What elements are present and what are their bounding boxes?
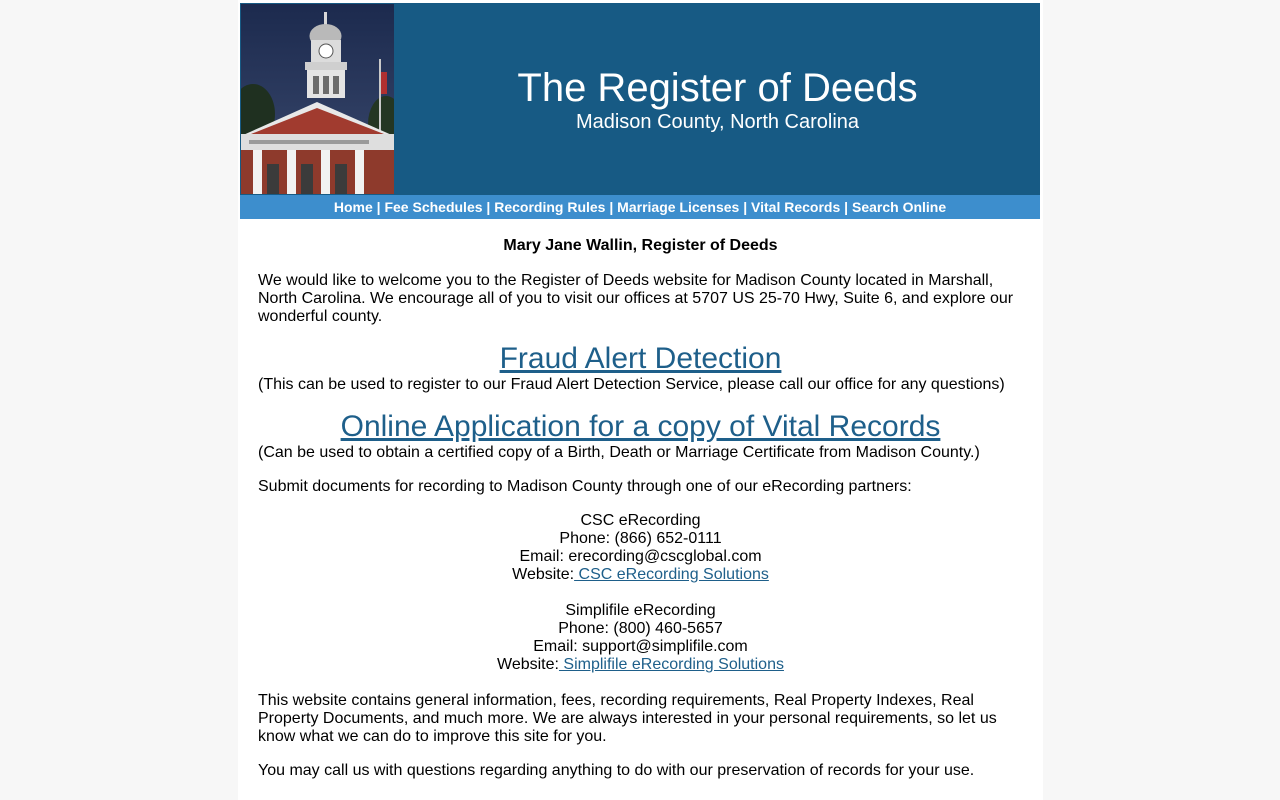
call-us-text: You may call us with questions regarding anything to do with our preservation of records for your use. bbox=[258, 762, 975, 779]
partner-email: Email: erecording@cscglobal.com bbox=[519, 548, 762, 565]
erecording-intro: Submit documents for recording to Madison County through one of our eRecording partners: bbox=[258, 478, 912, 495]
vital-records-note: (Can be used to obtain a certified copy of a Birth, Death or Marriage Certificate from Madison County.) bbox=[258, 444, 980, 461]
nav-home[interactable]: Home bbox=[333, 199, 373, 215]
nav-search-online[interactable]: Search Online bbox=[851, 199, 947, 215]
nav-separator: | bbox=[605, 199, 618, 215]
partner-phone: Phone: (866) 652-0111 bbox=[559, 530, 722, 547]
title-block bbox=[395, 3, 1040, 195]
partner-name: Simplifile eRecording bbox=[565, 602, 716, 619]
csc-erecording-link[interactable]: CSC eRecording Solutions bbox=[574, 566, 769, 583]
partner-phone: Phone: (800) 460-5657 bbox=[558, 620, 723, 637]
site-subtitle: Madison County, North Carolina bbox=[575, 111, 860, 133]
welcome-text: We would like to welcome you to the Register of Deeds website for Madison County located in Marshall, North Carolina. We encourage all of you to visit our offices at 5707 US 25-70 Hwy, Suite 6, and explore our wonderful county. bbox=[258, 272, 1014, 325]
site-title: The Register of Deeds bbox=[517, 66, 918, 110]
partner-simplifile bbox=[258, 602, 1023, 674]
vital-records-application-link[interactable]: Online Application for a copy of Vital Records bbox=[340, 410, 941, 443]
nav-separator: | bbox=[372, 199, 385, 215]
header-banner bbox=[240, 3, 1040, 195]
nav-fee-schedules[interactable]: Fee Schedules bbox=[384, 199, 483, 215]
fraud-alert-link[interactable]: Fraud Alert Detection bbox=[499, 342, 782, 375]
website-label: Website: bbox=[497, 656, 559, 673]
courthouse-photo bbox=[241, 4, 394, 194]
fraud-alert-note: (This can be used to register to our Fraud Alert Detection Service, please call our office for any questions) bbox=[258, 376, 1005, 393]
partner-email: Email: support@simplifile.com bbox=[533, 638, 748, 655]
partner-name: CSC eRecording bbox=[580, 512, 701, 529]
nav-separator: | bbox=[739, 199, 752, 215]
partner-website bbox=[258, 656, 1023, 674]
site-info-text: This website contains general information, fees, recording requirements, Real Property Indexes, Real Property Documents, and much more. We are always interested in your personal requirements, so let us know what we can do to improve this site for you. bbox=[258, 692, 997, 745]
main-nav bbox=[240, 195, 1040, 219]
page-container bbox=[238, 0, 1043, 800]
main-content bbox=[258, 236, 1023, 780]
nav-marriage-licenses[interactable]: Marriage Licenses bbox=[617, 199, 740, 215]
register-name: Mary Jane Wallin, Register of Deeds bbox=[503, 237, 778, 254]
partner-csc bbox=[258, 512, 1023, 584]
partner-website bbox=[258, 566, 1023, 584]
simplifile-erecording-link[interactable]: Simplifile eRecording Solutions bbox=[558, 656, 784, 673]
nav-separator: | bbox=[840, 199, 852, 215]
nav-recording-rules[interactable]: Recording Rules bbox=[494, 199, 606, 215]
website-label: Website: bbox=[512, 566, 575, 583]
nav-separator: | bbox=[482, 199, 495, 215]
nav-vital-records[interactable]: Vital Records bbox=[751, 199, 841, 215]
